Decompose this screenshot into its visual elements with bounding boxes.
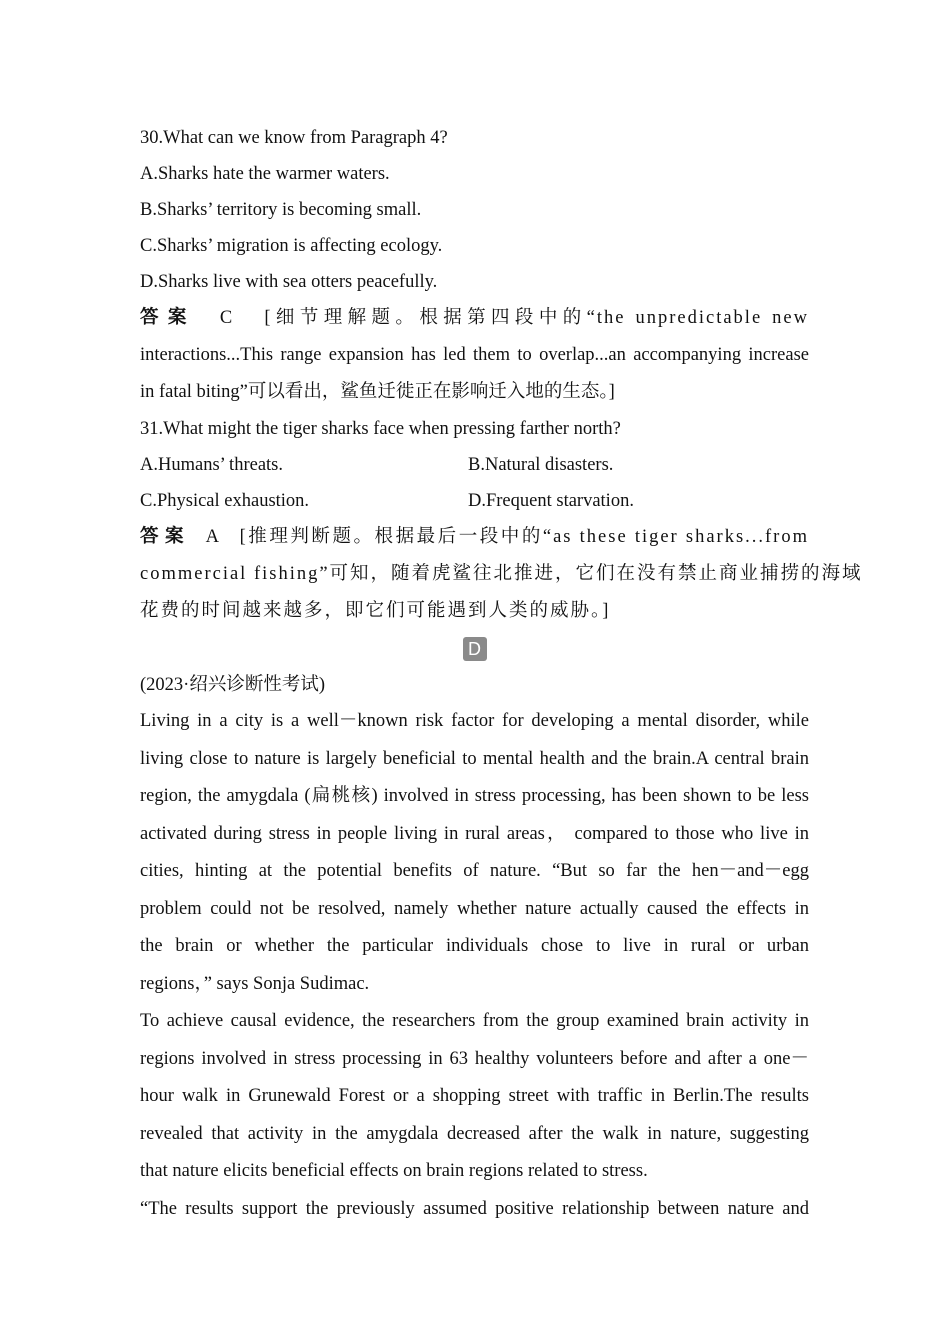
paragraph-line: “The results support the previously assumed positive relationship between nature and	[140, 1198, 809, 1219]
answer-letter: C	[219, 308, 233, 328]
option-c: C.Sharks’ migration is affecting ecology.	[140, 236, 443, 256]
question-stem: 30.What can we know from Paragraph 4?	[140, 128, 448, 148]
answer-block	[140, 519, 863, 630]
answer-explanation-line: interactions...This range expansion has led them to overlap...an accompanying increase	[140, 345, 809, 365]
question-31	[140, 411, 863, 630]
paragraph-line: living close to nature is largely beneficial to mental health and the brain.A central brain	[140, 748, 809, 769]
answer-explanation-line: 花费的时间越来越多，即它们可能遇到人类的威胁。]	[140, 601, 611, 621]
option-d: D.Frequent starvation.	[468, 491, 634, 511]
paragraph-line: region, the amygdala (扁桃核) involved in stress processing, has been shown to be less	[140, 786, 809, 806]
paragraph-line: problem could not be resolved, namely whether nature actually caused the effects in	[140, 898, 809, 919]
passage-paragraph-1	[140, 703, 809, 1003]
option-a: A.Humans’ threats.	[140, 455, 283, 475]
option-b: B.Sharks’ territory is becoming small.	[140, 200, 422, 220]
paragraph-line: that nature elicits beneficial effects on brain regions related to stress.	[140, 1161, 648, 1181]
answer-explanation-line: in fatal biting”可以看出，鲨鱼迁徙正在影响迁入地的生态。]	[140, 382, 615, 402]
paragraph-line: Living in a city is a well－known risk factor for developing a mental disorder, while	[140, 711, 809, 731]
answer-label: 答案	[140, 527, 191, 547]
answer-explanation-line: [推理判断题。根据最后一段中的“as these tiger sharks...from	[239, 527, 809, 547]
document-page	[140, 120, 863, 1228]
option-d: D.Sharks live with sea otters peacefully.	[140, 272, 438, 292]
paragraph-line: the brain or whether the particular individuals chose to live in rural or urban	[140, 936, 809, 956]
paragraph-line: revealed that activity in the amygdala decreased after the walk in nature, suggesting	[140, 1123, 809, 1144]
option-a: A.Sharks hate the warmer waters.	[140, 164, 390, 184]
passage-paragraph-3	[140, 1191, 809, 1229]
paragraph-line: hour walk in Grunewald Forest or a shopping street with traffic in Berlin.The results	[140, 1086, 809, 1106]
question-stem: 31.What might the tiger sharks face when pressing farther north?	[140, 419, 621, 439]
paragraph-line: activated during stress in people living in rural areas， compared to those who live in	[140, 823, 809, 844]
paragraph-line: regions，” says Sonja Sudimac.	[140, 973, 370, 994]
passage-source: (2023·绍兴诊断性考试)	[140, 675, 325, 695]
answer-explanation-line: [细节理解题。根据第四段中的“the unpredictable new	[264, 308, 809, 328]
paragraph-line: To achieve causal evidence, the researchers from the group examined brain activity in	[140, 1011, 809, 1031]
answer-explanation-line: commercial fishing”可知，随着虎鲨往北推进，它们在没有禁止商业捕捞的海域	[140, 564, 863, 584]
option-b: B.Natural disasters.	[468, 455, 614, 475]
answer-letter: A	[205, 527, 219, 547]
paragraph-line: regions involved in stress processing in 63 healthy volunteers before and after a one－	[140, 1048, 809, 1069]
passage-paragraph-2	[140, 1003, 809, 1191]
answer-block	[140, 300, 809, 411]
section-badge: D	[463, 637, 487, 661]
answer-label: 答案	[140, 308, 196, 328]
option-c: C.Physical exhaustion.	[140, 491, 310, 511]
paragraph-line: cities, hinting at the potential benefits of nature. “But so far the hen－and－egg	[140, 861, 809, 881]
question-30	[140, 120, 809, 411]
